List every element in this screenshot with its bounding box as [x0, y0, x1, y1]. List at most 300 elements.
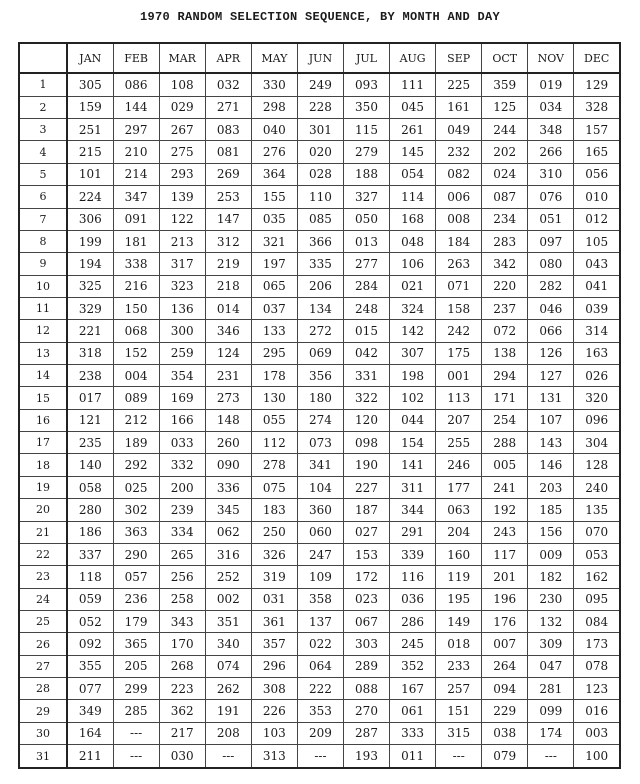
sequence-value-cell: 067: [343, 610, 389, 632]
sequence-value-cell: 115: [343, 119, 389, 141]
sequence-value-cell: 060: [297, 521, 343, 543]
sequence-value-cell: 090: [205, 454, 251, 476]
sequence-value-cell: 164: [67, 722, 113, 744]
sequence-value-cell: 047: [528, 655, 574, 677]
day-number-cell: 13: [19, 342, 67, 364]
day-number-cell: 16: [19, 409, 67, 431]
sequence-value-cell: 140: [67, 454, 113, 476]
sequence-value-cell: 357: [251, 633, 297, 655]
sequence-value-cell: 341: [297, 454, 343, 476]
sequence-value-cell: 338: [113, 253, 159, 275]
sequence-value-cell: 183: [251, 499, 297, 521]
sequence-value-cell: 351: [205, 610, 251, 632]
sequence-value-cell: 108: [159, 73, 205, 96]
sequence-value-cell: 149: [436, 610, 482, 632]
sequence-value-cell: 137: [297, 610, 343, 632]
sequence-value-cell: 032: [205, 73, 251, 96]
sequence-value-cell: 167: [390, 678, 436, 700]
month-header-mar: MAR: [159, 43, 205, 73]
sequence-value-cell: 130: [251, 387, 297, 409]
month-header-row: [19, 43, 620, 73]
sequence-value-cell: 301: [297, 119, 343, 141]
sequence-value-cell: 097: [528, 230, 574, 252]
sequence-value-cell: 356: [297, 365, 343, 387]
sequence-value-cell: 035: [251, 208, 297, 230]
sequence-value-cell: 076: [528, 186, 574, 208]
sequence-value-cell: 093: [343, 73, 389, 96]
sequence-value-cell: ---: [528, 745, 574, 768]
sequence-value-cell: 304: [574, 432, 620, 454]
sequence-value-cell: 247: [297, 543, 343, 565]
sequence-value-cell: 360: [297, 499, 343, 521]
sequence-value-cell: 363: [113, 521, 159, 543]
sequence-value-cell: 203: [528, 476, 574, 498]
sequence-value-cell: 048: [390, 230, 436, 252]
sequence-value-cell: 188: [343, 163, 389, 185]
sequence-value-cell: 064: [297, 655, 343, 677]
sequence-value-cell: 084: [574, 610, 620, 632]
sequence-value-cell: 143: [528, 432, 574, 454]
sequence-value-cell: 013: [343, 230, 389, 252]
sequence-value-cell: 192: [482, 499, 528, 521]
sequence-value-cell: 086: [113, 73, 159, 96]
day-number-cell: 30: [19, 722, 67, 744]
sequence-value-cell: 008: [436, 208, 482, 230]
sequence-value-cell: 184: [436, 230, 482, 252]
sequence-value-cell: 092: [67, 633, 113, 655]
sequence-value-cell: 168: [390, 208, 436, 230]
sequence-value-cell: 312: [205, 230, 251, 252]
sequence-value-cell: 091: [113, 208, 159, 230]
sequence-value-cell: 324: [390, 297, 436, 319]
sequence-value-cell: 049: [436, 119, 482, 141]
sequence-value-cell: 326: [251, 543, 297, 565]
sequence-value-cell: 246: [436, 454, 482, 476]
month-header-apr: APR: [205, 43, 251, 73]
sequence-value-cell: 170: [159, 633, 205, 655]
sequence-value-cell: 055: [251, 409, 297, 431]
sequence-value-cell: 189: [113, 432, 159, 454]
sequence-value-cell: 274: [297, 409, 343, 431]
sequence-value-cell: 343: [159, 610, 205, 632]
sequence-value-cell: 280: [67, 499, 113, 521]
sequence-value-cell: 191: [205, 700, 251, 722]
sequence-value-cell: 310: [528, 163, 574, 185]
table-row: [19, 432, 620, 454]
sequence-value-cell: 004: [113, 365, 159, 387]
sequence-value-cell: 291: [390, 521, 436, 543]
sequence-value-cell: 285: [113, 700, 159, 722]
sequence-value-cell: 157: [574, 119, 620, 141]
sequence-value-cell: 335: [297, 253, 343, 275]
sequence-value-cell: 147: [205, 208, 251, 230]
sequence-value-cell: 248: [343, 297, 389, 319]
sequence-value-cell: 142: [390, 320, 436, 342]
sequence-value-cell: 314: [574, 320, 620, 342]
sequence-value-cell: 297: [113, 119, 159, 141]
header-corner-cell: [19, 43, 67, 73]
sequence-value-cell: 088: [343, 678, 389, 700]
sequence-value-cell: 116: [390, 566, 436, 588]
sequence-value-cell: 323: [159, 275, 205, 297]
day-number-cell: 4: [19, 141, 67, 163]
sequence-value-cell: 085: [297, 208, 343, 230]
sequence-value-cell: 260: [205, 432, 251, 454]
sequence-value-cell: 057: [113, 566, 159, 588]
day-number-cell: 8: [19, 230, 67, 252]
sequence-value-cell: 132: [528, 610, 574, 632]
table-row: [19, 409, 620, 431]
sequence-value-cell: 036: [390, 588, 436, 610]
sequence-value-cell: 025: [113, 476, 159, 498]
sequence-value-cell: 269: [205, 163, 251, 185]
sequence-value-cell: 332: [159, 454, 205, 476]
sequence-value-cell: 261: [390, 119, 436, 141]
table-row: [19, 610, 620, 632]
sequence-value-cell: ---: [113, 722, 159, 744]
sequence-value-cell: 263: [436, 253, 482, 275]
sequence-value-cell: 141: [390, 454, 436, 476]
sequence-value-cell: 165: [574, 141, 620, 163]
sequence-value-cell: 166: [159, 409, 205, 431]
sequence-value-cell: 242: [436, 320, 482, 342]
sequence-value-cell: 123: [574, 678, 620, 700]
sequence-value-cell: 139: [159, 186, 205, 208]
sequence-value-cell: 252: [205, 566, 251, 588]
sequence-value-cell: 265: [159, 543, 205, 565]
sequence-value-cell: 039: [574, 297, 620, 319]
sequence-value-cell: 299: [113, 678, 159, 700]
table-row: [19, 745, 620, 768]
sequence-value-cell: 278: [251, 454, 297, 476]
sequence-value-cell: 112: [251, 432, 297, 454]
sequence-value-cell: 151: [436, 700, 482, 722]
sequence-value-cell: 344: [390, 499, 436, 521]
sequence-value-cell: 043: [574, 253, 620, 275]
day-number-cell: 7: [19, 208, 67, 230]
sequence-value-cell: 309: [528, 633, 574, 655]
sequence-value-cell: 270: [343, 700, 389, 722]
sequence-value-cell: 051: [528, 208, 574, 230]
sequence-value-cell: 331: [343, 365, 389, 387]
sequence-value-cell: 209: [297, 722, 343, 744]
sequence-value-cell: 129: [574, 73, 620, 96]
table-row: [19, 320, 620, 342]
sequence-value-cell: 073: [297, 432, 343, 454]
month-header-nov: NOV: [528, 43, 574, 73]
sequence-value-cell: 272: [297, 320, 343, 342]
sequence-value-cell: 298: [251, 96, 297, 118]
sequence-value-cell: 069: [297, 342, 343, 364]
sequence-value-cell: 225: [436, 73, 482, 96]
document-title: 1970 RANDOM SELECTION SEQUENCE, BY MONTH AND DAY: [139, 10, 501, 24]
sequence-value-cell: 110: [297, 186, 343, 208]
table-row: [19, 96, 620, 118]
sequence-value-cell: 070: [574, 521, 620, 543]
sequence-value-cell: 208: [205, 722, 251, 744]
sequence-value-cell: 113: [436, 387, 482, 409]
day-number-cell: 17: [19, 432, 67, 454]
sequence-value-cell: 354: [159, 365, 205, 387]
sequence-value-cell: 232: [436, 141, 482, 163]
table-row: [19, 543, 620, 565]
sequence-value-cell: 276: [251, 141, 297, 163]
sequence-value-cell: 306: [67, 208, 113, 230]
table-row: [19, 454, 620, 476]
sequence-value-cell: ---: [113, 745, 159, 768]
sequence-value-cell: 056: [574, 163, 620, 185]
sequence-value-cell: 282: [528, 275, 574, 297]
sequence-value-cell: 347: [113, 186, 159, 208]
sequence-value-cell: 080: [528, 253, 574, 275]
sequence-value-cell: 194: [67, 253, 113, 275]
sequence-value-cell: 353: [297, 700, 343, 722]
day-number-cell: 1: [19, 73, 67, 96]
sequence-value-cell: 206: [297, 275, 343, 297]
sequence-value-cell: 003: [574, 722, 620, 744]
table-body: [19, 73, 620, 768]
day-number-cell: 12: [19, 320, 67, 342]
sequence-value-cell: 340: [205, 633, 251, 655]
sequence-value-cell: 271: [205, 96, 251, 118]
sequence-value-cell: 219: [205, 253, 251, 275]
sequence-value-cell: 023: [343, 588, 389, 610]
sequence-value-cell: 267: [159, 119, 205, 141]
sequence-value-cell: 342: [482, 253, 528, 275]
sequence-value-cell: 161: [436, 96, 482, 118]
sequence-value-cell: 221: [67, 320, 113, 342]
day-number-cell: 28: [19, 678, 67, 700]
sequence-value-cell: 021: [390, 275, 436, 297]
month-header-may: MAY: [251, 43, 297, 73]
sequence-value-cell: 169: [159, 387, 205, 409]
sequence-value-cell: 133: [251, 320, 297, 342]
sequence-value-cell: 071: [436, 275, 482, 297]
sequence-value-cell: 345: [205, 499, 251, 521]
sequence-value-cell: 040: [251, 119, 297, 141]
day-number-cell: 21: [19, 521, 67, 543]
sequence-value-cell: 315: [436, 722, 482, 744]
sequence-value-cell: 046: [528, 297, 574, 319]
sequence-value-cell: 212: [113, 409, 159, 431]
day-number-cell: 6: [19, 186, 67, 208]
sequence-value-cell: 308: [251, 678, 297, 700]
sequence-value-cell: 095: [574, 588, 620, 610]
sequence-value-cell: 148: [205, 409, 251, 431]
sequence-value-cell: 128: [574, 454, 620, 476]
day-number-cell: 2: [19, 96, 67, 118]
table-row: [19, 588, 620, 610]
sequence-value-cell: 031: [251, 588, 297, 610]
sequence-value-cell: 053: [574, 543, 620, 565]
sequence-value-cell: 258: [159, 588, 205, 610]
sequence-value-cell: 303: [343, 633, 389, 655]
sequence-value-cell: 228: [297, 96, 343, 118]
sequence-value-cell: 173: [574, 633, 620, 655]
month-header-oct: OCT: [482, 43, 528, 73]
sequence-value-cell: 158: [436, 297, 482, 319]
sequence-value-cell: 052: [67, 610, 113, 632]
sequence-value-cell: 034: [528, 96, 574, 118]
sequence-value-cell: 288: [482, 432, 528, 454]
sequence-value-cell: 119: [436, 566, 482, 588]
sequence-value-cell: 063: [436, 499, 482, 521]
sequence-value-cell: 236: [113, 588, 159, 610]
sequence-value-cell: 352: [390, 655, 436, 677]
sequence-value-cell: 290: [113, 543, 159, 565]
sequence-value-cell: 014: [205, 297, 251, 319]
sequence-value-cell: 019: [528, 73, 574, 96]
sequence-value-cell: 205: [113, 655, 159, 677]
sequence-value-cell: 322: [343, 387, 389, 409]
sequence-value-cell: 136: [159, 297, 205, 319]
sequence-value-cell: 307: [390, 342, 436, 364]
sequence-value-cell: 317: [159, 253, 205, 275]
sequence-value-cell: 366: [297, 230, 343, 252]
sequence-value-cell: 001: [436, 365, 482, 387]
sequence-value-cell: 120: [343, 409, 389, 431]
day-number-cell: 10: [19, 275, 67, 297]
sequence-value-cell: 199: [67, 230, 113, 252]
sequence-value-cell: 156: [528, 521, 574, 543]
sequence-value-cell: 213: [159, 230, 205, 252]
sequence-value-cell: 107: [528, 409, 574, 431]
sequence-value-cell: 083: [205, 119, 251, 141]
sequence-value-cell: 313: [251, 745, 297, 768]
sequence-value-cell: ---: [436, 745, 482, 768]
sequence-value-cell: 358: [297, 588, 343, 610]
day-number-cell: 25: [19, 610, 67, 632]
day-number-cell: 22: [19, 543, 67, 565]
sequence-value-cell: 300: [159, 320, 205, 342]
sequence-value-cell: 333: [390, 722, 436, 744]
sequence-value-cell: 127: [528, 365, 574, 387]
sequence-value-cell: 041: [574, 275, 620, 297]
sequence-value-cell: 316: [205, 543, 251, 565]
month-header-dec: DEC: [574, 43, 620, 73]
sequence-value-cell: 045: [390, 96, 436, 118]
sequence-value-cell: 015: [343, 320, 389, 342]
sequence-value-cell: 220: [482, 275, 528, 297]
sequence-value-cell: 200: [159, 476, 205, 498]
sequence-value-cell: 138: [482, 342, 528, 364]
sequence-value-cell: 238: [67, 365, 113, 387]
sequence-value-cell: 087: [482, 186, 528, 208]
table-row: [19, 275, 620, 297]
sequence-value-cell: 163: [574, 342, 620, 364]
day-number-cell: 19: [19, 476, 67, 498]
sequence-value-cell: 287: [343, 722, 389, 744]
sequence-value-cell: 020: [297, 141, 343, 163]
table-row: [19, 700, 620, 722]
table-row: [19, 655, 620, 677]
table-row: [19, 387, 620, 409]
sequence-value-cell: 198: [390, 365, 436, 387]
sequence-value-cell: 216: [113, 275, 159, 297]
sequence-value-cell: 365: [113, 633, 159, 655]
sequence-value-cell: 286: [390, 610, 436, 632]
sequence-value-cell: 339: [390, 543, 436, 565]
sequence-value-cell: 111: [390, 73, 436, 96]
sequence-value-cell: 042: [343, 342, 389, 364]
sequence-value-cell: 172: [343, 566, 389, 588]
sequence-value-cell: 239: [159, 499, 205, 521]
table-row: [19, 476, 620, 498]
sequence-value-cell: 295: [251, 342, 297, 364]
sequence-value-cell: 103: [251, 722, 297, 744]
day-number-cell: 26: [19, 633, 67, 655]
sequence-value-cell: 022: [297, 633, 343, 655]
sequence-value-cell: 002: [205, 588, 251, 610]
sequence-value-cell: 254: [482, 409, 528, 431]
sequence-value-cell: 155: [251, 186, 297, 208]
sequence-value-cell: 125: [482, 96, 528, 118]
sequence-value-cell: 050: [343, 208, 389, 230]
sequence-value-cell: 253: [205, 186, 251, 208]
sequence-value-cell: 078: [574, 655, 620, 677]
sequence-value-cell: 058: [67, 476, 113, 498]
sequence-value-cell: 201: [482, 566, 528, 588]
sequence-value-cell: 174: [528, 722, 574, 744]
sequence-value-cell: 012: [574, 208, 620, 230]
sequence-value-cell: 196: [482, 588, 528, 610]
sequence-value-cell: 284: [343, 275, 389, 297]
sequence-value-cell: 117: [482, 543, 528, 565]
sequence-value-cell: 223: [159, 678, 205, 700]
sequence-value-cell: 026: [574, 365, 620, 387]
sequence-value-cell: 121: [67, 409, 113, 431]
table-row: [19, 119, 620, 141]
sequence-value-cell: 016: [574, 700, 620, 722]
table-row: [19, 722, 620, 744]
sequence-value-cell: 244: [482, 119, 528, 141]
sequence-value-cell: 105: [574, 230, 620, 252]
sequence-value-cell: 160: [436, 543, 482, 565]
month-header-aug: AUG: [390, 43, 436, 73]
sequence-value-cell: 096: [574, 409, 620, 431]
sequence-value-cell: 277: [343, 253, 389, 275]
sequence-value-cell: 062: [205, 521, 251, 543]
sequence-value-cell: 229: [482, 700, 528, 722]
sequence-value-cell: 131: [528, 387, 574, 409]
sequence-value-cell: 195: [436, 588, 482, 610]
table-row: [19, 678, 620, 700]
sequence-value-cell: 006: [436, 186, 482, 208]
sequence-value-cell: 318: [67, 342, 113, 364]
sequence-value-cell: 224: [67, 186, 113, 208]
sequence-value-cell: 249: [297, 73, 343, 96]
sequence-value-cell: 346: [205, 320, 251, 342]
sequence-value-cell: 134: [297, 297, 343, 319]
sequence-value-cell: 178: [251, 365, 297, 387]
sequence-value-cell: 066: [528, 320, 574, 342]
sequence-value-cell: 359: [482, 73, 528, 96]
table-row: [19, 365, 620, 387]
day-number-cell: 23: [19, 566, 67, 588]
sequence-value-cell: 180: [297, 387, 343, 409]
sequence-value-cell: 005: [482, 454, 528, 476]
sequence-value-cell: 144: [113, 96, 159, 118]
sequence-value-cell: 256: [159, 566, 205, 588]
sequence-value-cell: 104: [297, 476, 343, 498]
sequence-value-cell: 211: [67, 745, 113, 768]
sequence-value-cell: 101: [67, 163, 113, 185]
sequence-value-cell: 296: [251, 655, 297, 677]
sequence-value-cell: 293: [159, 163, 205, 185]
sequence-value-cell: 231: [205, 365, 251, 387]
sequence-value-cell: 102: [390, 387, 436, 409]
sequence-value-cell: 171: [482, 387, 528, 409]
